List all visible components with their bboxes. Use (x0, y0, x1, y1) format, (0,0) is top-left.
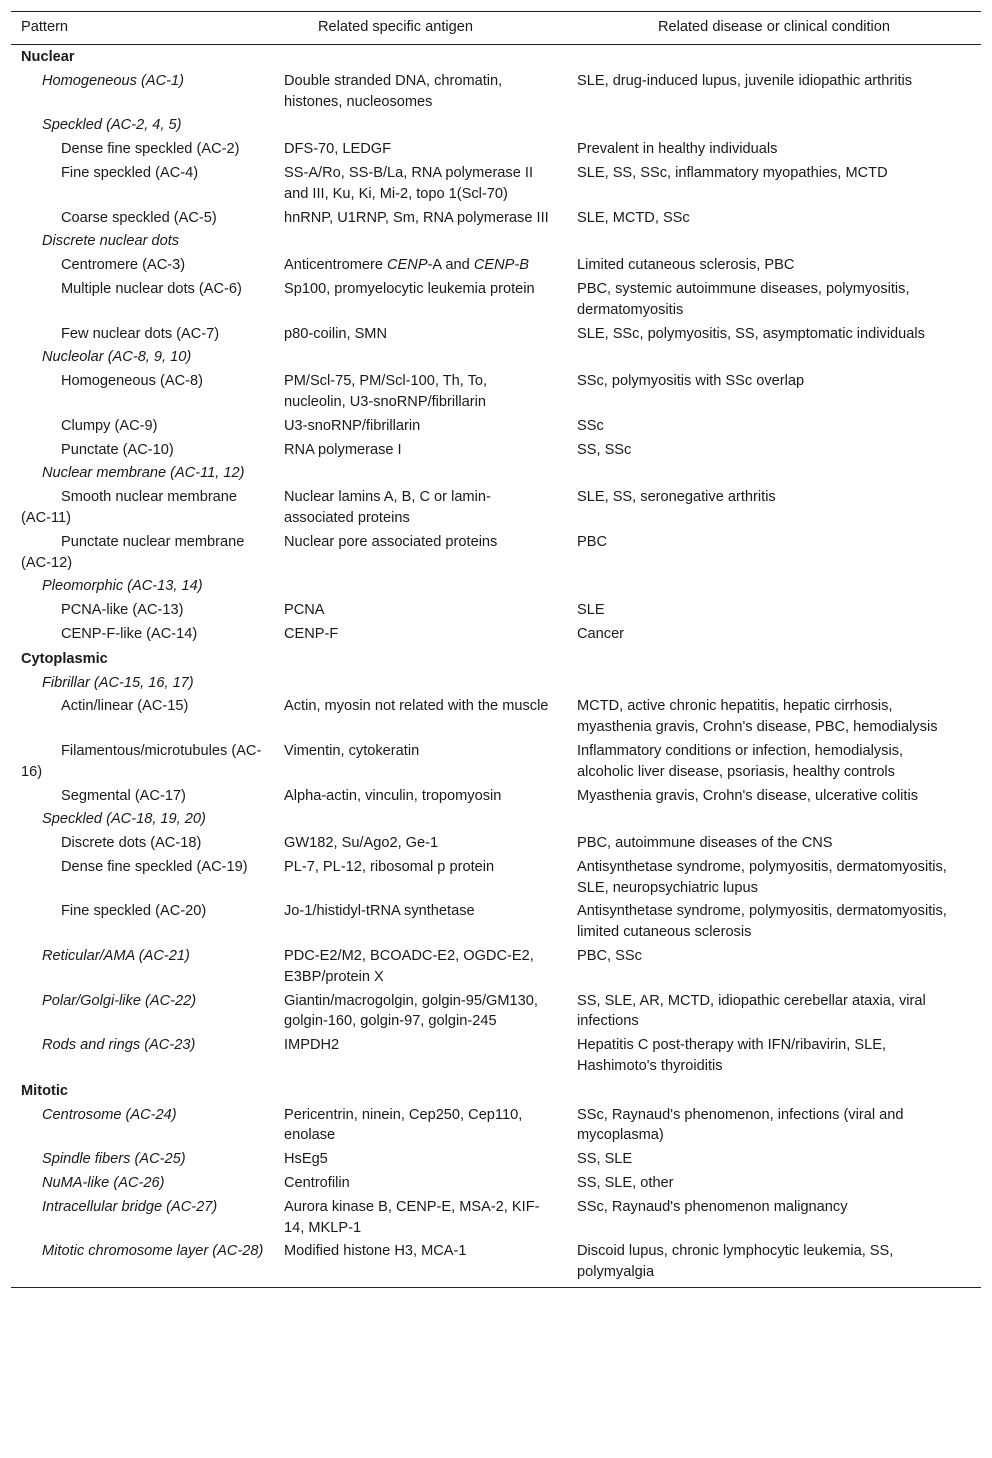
antigen-cell: Aurora kinase B, CENP-E, MSA-2, KIF-14, MKLP-1 (284, 1198, 540, 1236)
disease-cell: SLE, drug-induced lupus, juvenile idiopathic arthritis (577, 72, 913, 89)
pattern-cell: Filamentous/microtubules (AC-16) (21, 742, 262, 780)
pattern-cell: PCNA-like (AC-13) (61, 602, 184, 619)
subgroup-row (11, 1034, 981, 1079)
disease-cell: PBC, autoimmune diseases of the CNS (577, 835, 833, 852)
antigen-cell: PL-7, PL-12, ribosomal p protein (284, 858, 495, 875)
table-body (11, 45, 981, 1288)
antigen-cell: Alpha-actin, vinculin, tropomyosin (284, 787, 502, 804)
table-row (11, 856, 981, 901)
disease-cell: Inflammatory conditions or infection, hemodialysis, alcoholic liver disease, psoriasis, healthy controls (577, 742, 904, 780)
antigen-cell (274, 672, 567, 696)
pattern-cell: Discrete dots (AC-18) (61, 835, 202, 852)
antigen-cell: Centrofilin (284, 1175, 350, 1192)
antigen-cell (274, 45, 567, 70)
subgroup-row (11, 945, 981, 990)
disease-cell (567, 808, 981, 832)
table-header (11, 12, 981, 45)
pattern-cell: Fine speckled (AC-20) (61, 903, 207, 920)
pattern-cell: Reticular/AMA (AC-21) (42, 948, 190, 965)
antigen-cell: U3-snoRNP/fibrillarin (284, 417, 421, 434)
antigen-cell: PM/Scl-75, PM/Scl-100, Th, To, nucleolin, U3-snoRNP/fibrillarin (284, 373, 488, 410)
table-row (11, 695, 981, 740)
pattern-cell: Nuclear membrane (AC-11, 12) (42, 465, 245, 482)
disease-cell: SLE, SSc, polymyositis, SS, asymptomatic individuals (577, 325, 925, 342)
disease-cell: Discoid lupus, chronic lymphocytic leukemia, SS, polymyalgia (567, 1240, 981, 1287)
antigen-cell: CENP-F (284, 625, 339, 642)
header-row (11, 12, 981, 45)
disease-cell (567, 1079, 981, 1104)
disease-cell: Limited cutaneous sclerosis, PBC (577, 257, 795, 274)
table-row (11, 832, 981, 856)
section-row (11, 647, 981, 672)
table-row (11, 900, 981, 945)
antigen-cell (274, 462, 567, 486)
table-row (11, 785, 981, 809)
pattern-cell: Nuclear (21, 49, 75, 65)
subgroup-row (11, 672, 981, 696)
antigen-cell (274, 1079, 567, 1104)
subgroup-row (11, 114, 981, 138)
antigen-cell: SS-A/Ro, SS-B/La, RNA polymerase II and III, Ku, Ki, Mi-2, topo 1(Scl-70) (284, 164, 533, 202)
section-row (11, 45, 981, 70)
table-container (11, 11, 981, 1288)
table-row (11, 415, 981, 439)
subgroup-row (11, 1104, 981, 1149)
disease-cell (567, 45, 981, 70)
antigen-cell: p80-coilin, SMN (284, 325, 388, 342)
section-row (11, 1079, 981, 1104)
antigen-cell: PCNA (284, 602, 325, 619)
antigen-cell: hnRNP, U1RNP, Sm, RNA polymerase III (284, 209, 549, 226)
pattern-cell: Few nuclear dots (AC-7) (61, 325, 220, 342)
table-row (11, 323, 981, 347)
subgroup-row (11, 990, 981, 1035)
pattern-cell: Pleomorphic (AC-13, 14) (42, 578, 203, 595)
pattern-cell: Actin/linear (AC-15) (61, 698, 189, 715)
pattern-cell: Homogeneous (AC-1) (42, 72, 184, 89)
table-row (11, 599, 981, 623)
pattern-cell: Speckled (AC-2, 4, 5) (42, 117, 182, 134)
antigen-cell: Pericentrin, ninein, Cep250, Cep110, enolase (284, 1106, 523, 1144)
pattern-cell: Polar/Golgi-like (AC-22) (42, 992, 197, 1009)
pattern-cell: Cytoplasmic (21, 650, 108, 667)
pattern-cell: Centrosome (AC-24) (42, 1106, 177, 1123)
antigen-cell: Nuclear pore associated proteins (284, 533, 498, 550)
pattern-cell: Dense fine speckled (AC-2) (61, 141, 240, 158)
pattern-cell: Smooth nuclear membrane (AC-11) (21, 489, 238, 526)
header-disease: Related disease or clinical condition (567, 12, 981, 45)
antigen-cell: HsEg5 (284, 1151, 328, 1168)
disease-cell: Cancer (577, 625, 625, 642)
disease-cell: PBC (577, 533, 608, 550)
disease-cell: Myasthenia gravis, Crohn's disease, ulcerative colitis (577, 787, 919, 804)
disease-cell: Antisynthetase syndrome, polymyositis, dermatomyositis, limited cutaneous sclerosis (577, 903, 947, 941)
pattern-cell: Mitotic (21, 1082, 69, 1099)
pattern-cell: Segmental (AC-17) (61, 787, 186, 804)
antigen-cell: Anticentromere CENP-A and CENP-B (284, 257, 529, 274)
disease-cell: SLE (577, 602, 605, 619)
subgroup-row (11, 70, 981, 115)
disease-cell: SS, SLE, other (577, 1175, 674, 1192)
antigen-cell: Nuclear lamins A, B, C or lamin-associated proteins (284, 489, 491, 526)
antigen-cell (274, 808, 567, 832)
subgroup-row (11, 230, 981, 254)
pattern-cell: Speckled (AC-18, 19, 20) (42, 811, 206, 828)
pattern-cell: CENP-F-like (AC-14) (61, 625, 198, 642)
antigen-cell: Actin, myosin not related with the muscle (284, 698, 549, 715)
disease-cell: SLE, SS, seronegative arthritis (577, 489, 776, 506)
subgroup-row (11, 808, 981, 832)
table-row (11, 623, 981, 647)
disease-cell: SS, SLE (577, 1151, 633, 1168)
subgroup-row (11, 1172, 981, 1196)
antinuclear-pattern-table (11, 11, 981, 1288)
table-row (11, 207, 981, 231)
disease-cell (567, 346, 981, 370)
antigen-cell: Vimentin, cytokeratin (284, 742, 420, 759)
pattern-cell: Nucleolar (AC-8, 9, 10) (42, 349, 192, 366)
antigen-cell: IMPDH2 (284, 1037, 340, 1054)
disease-cell: SSc (577, 417, 604, 434)
antigen-cell: Modified histone H3, MCA-1 (274, 1240, 567, 1287)
table-row (11, 370, 981, 415)
disease-cell (567, 575, 981, 599)
antigen-cell (274, 575, 567, 599)
antigen-cell: RNA polymerase I (284, 441, 402, 458)
pattern-cell: Punctate nuclear membrane (AC-12) (21, 533, 245, 571)
disease-cell: SLE, MCTD, SSc (577, 209, 690, 226)
table-row (11, 439, 981, 463)
antigen-cell: Jo-1/histidyl-tRNA synthetase (284, 903, 475, 920)
pattern-cell: Multiple nuclear dots (AC-6) (61, 280, 242, 297)
subgroup-row (11, 462, 981, 486)
antigen-cell (274, 346, 567, 370)
disease-cell: Hepatitis C post-therapy with IFN/ribavirin, SLE, Hashimoto's thyroiditis (577, 1037, 887, 1075)
table-row (11, 531, 981, 576)
antigen-cell: DFS-70, LEDGF (284, 141, 392, 158)
disease-cell (567, 672, 981, 696)
pattern-cell: Fine speckled (AC-4) (61, 164, 199, 181)
antigen-cell: PDC-E2/M2, BCOADC-E2, OGDC-E2, E3BP/protein X (284, 948, 534, 985)
pattern-cell: Discrete nuclear dots (42, 233, 180, 250)
header-antigen: Related specific antigen (274, 12, 567, 45)
antigen-cell (274, 114, 567, 138)
pattern-cell: NuMA-like (AC-26) (42, 1175, 165, 1192)
subgroup-row (11, 1240, 981, 1287)
pattern-cell: Spindle fibers (AC-25) (42, 1151, 186, 1168)
disease-cell: SS, SLE, AR, MCTD, idiopathic cerebellar ataxia, viral infections (577, 992, 926, 1030)
subgroup-row (11, 1148, 981, 1172)
subgroup-row (11, 346, 981, 370)
table-row (11, 486, 981, 531)
pattern-cell: Centromere (AC-3) (61, 257, 186, 274)
pattern-cell: Clumpy (AC-9) (61, 417, 158, 434)
disease-cell: MCTD, active chronic hepatitis, hepatic cirrhosis, myasthenia gravis, Crohn's disease, PBC, hemodialysis (577, 698, 938, 736)
disease-cell: SS, SSc (577, 441, 632, 458)
antigen-cell: Double stranded DNA, chromatin, histones, nucleosomes (284, 72, 503, 110)
disease-cell: Antisynthetase syndrome, polymyositis, dermatomyositis, SLE, neuropsychiatric lupus (577, 858, 947, 896)
pattern-cell: Dense fine speckled (AC-19) (61, 858, 248, 875)
table-row (11, 138, 981, 162)
antigen-cell: GW182, Su/Ago2, Ge-1 (284, 835, 439, 852)
pattern-cell: Coarse speckled (AC-5) (61, 209, 217, 226)
subgroup-row (11, 575, 981, 599)
antigen-cell (274, 230, 567, 254)
antigen-cell: Giantin/macrogolgin, golgin-95/GM130, golgin-160, golgin-97, golgin-245 (284, 992, 538, 1030)
disease-cell: Prevalent in healthy individuals (577, 141, 778, 158)
disease-cell: SSc, Raynaud's phenomenon, infections (viral and mycoplasma) (577, 1106, 904, 1144)
table-row (11, 278, 981, 323)
disease-cell (567, 230, 981, 254)
pattern-cell: Punctate (AC-10) (61, 441, 174, 458)
disease-cell (567, 647, 981, 672)
pattern-cell: Homogeneous (AC-8) (61, 373, 203, 390)
disease-cell: SSc, Raynaud's phenomenon malignancy (577, 1198, 848, 1215)
disease-cell (567, 462, 981, 486)
disease-cell: SSc, polymyositis with SSc overlap (577, 373, 805, 390)
header-pattern: Pattern (11, 12, 274, 45)
pattern-cell: Mitotic chromosome layer (AC-28) (11, 1240, 274, 1287)
antigen-cell (274, 647, 567, 672)
disease-cell: SLE, SS, SSc, inflammatory myopathies, MCTD (577, 164, 888, 181)
pattern-cell: Fibrillar (AC-15, 16, 17) (42, 674, 194, 691)
table-row (11, 740, 981, 785)
antigen-cell: Sp100, promyelocytic leukemia protein (284, 280, 535, 297)
disease-cell: PBC, systemic autoimmune diseases, polymyositis, dermatomyositis (577, 280, 910, 318)
pattern-cell: Intracellular bridge (AC-27) (42, 1198, 218, 1215)
table-row (11, 162, 981, 207)
disease-cell (567, 114, 981, 138)
subgroup-row (11, 1196, 981, 1241)
table-row (11, 254, 981, 278)
disease-cell: PBC, SSc (577, 948, 642, 965)
pattern-cell: Rods and rings (AC-23) (42, 1037, 196, 1054)
